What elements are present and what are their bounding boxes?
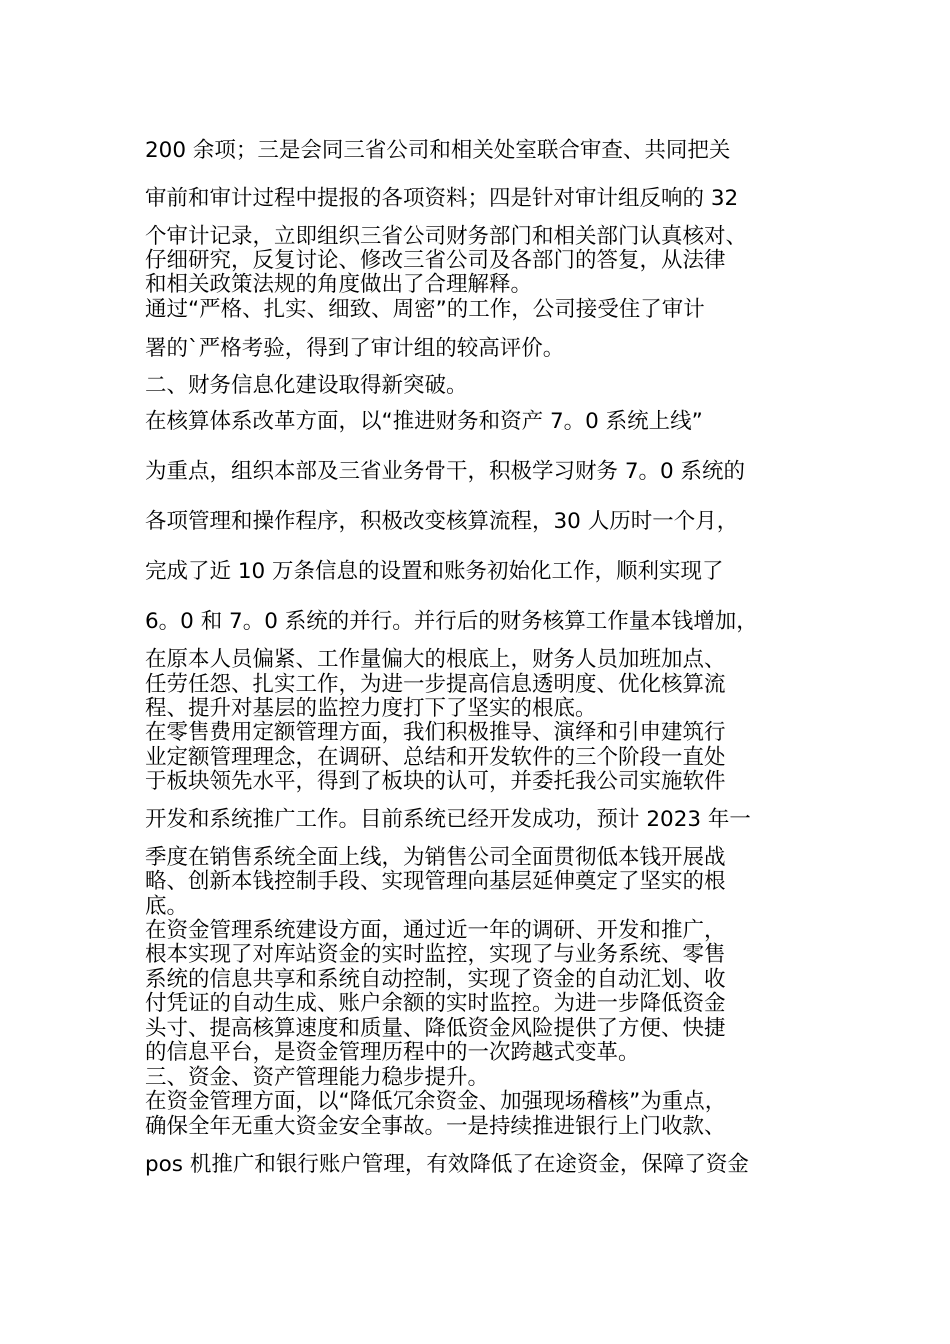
text-line: 完成了近 10 万条信息的设置和账务初始化工作，顺利实现了 [145,559,724,584]
text-line: 个审计记录，立即组织三省公司财务部门和相关部门认真核对、 [145,224,748,249]
text-line: 6。0 和 7。0 系统的并行。并行后的财务核算工作量本钱增加， [145,609,758,634]
text-line: 在资金管理方面，以“降低冗余资金、加强现场稽核”为重点， [145,1089,727,1114]
text-line: 于板块领先水平，得到了板块的认可，并委托我公司实施软件 [145,769,726,794]
text-line: 略、创新本钱控制手段、实现管理向基层延伸奠定了坚实的根 [145,869,726,894]
text-line: 在核算体系改革方面，以“推进财务和资产 7。0 系统上线” [145,409,703,434]
text-line: 系统的信息共享和系统自动控制，实现了资金的自动汇划、收 [145,967,726,992]
text-line: 程、提升对基层的监控力度打下了坚实的根底。 [145,696,597,721]
text-line: 业定额管理理念，在调研、总结和开发软件的三个阶段一直处 [145,745,726,770]
text-line: 开发和系统推广工作。目前系统已经开发成功，预计 2023 年一 [145,807,751,832]
text-line: 署的`严格考验，得到了审计组的较高评价。 [145,336,565,361]
text-line: 通过“严格、扎实、细致、周密”的工作，公司接受住了审计 [145,297,705,322]
section-heading: 二、财务信息化建设取得新突破。 [145,373,468,398]
text-line: 各项管理和操作程序，积极改变核算流程，30 人历时一个月， [145,509,739,534]
text-line: 在资金管理系统建设方面，通过近一年的调研、开发和推广， [145,918,726,943]
text-line: 的信息平台，是资金管理历程中的一次跨越式变革。 [145,1040,640,1065]
text-line: 和相关政策法规的角度做出了合理解释。 [145,272,533,297]
text-line: 头寸、提高核算速度和质量、降低资金风险提供了方便、快捷 [145,1016,726,1041]
text-line: pos 机推广和银行账户管理，有效降低了在途资金，保障了资金 [145,1152,749,1177]
text-line: 任劳任怨、扎实工作，为进一步提高信息透明度、优化核算流 [145,672,726,697]
text-line: 审前和审计过程中提报的各项资料；四是针对审计组反响的 32 [145,186,739,211]
text-line: 在零售费用定额管理方面，我们积极推导、演绎和引申建筑行 [145,720,726,745]
text-line: 仔细研究，反复讨论、修改三省公司及各部门的答复，从法律 [145,248,726,273]
text-line: 在原本人员偏紧、工作量偏大的根底上，财务人员加班加点、 [145,647,726,672]
text-line: 根本实现了对库站资金的实时监控，实现了与业务系统、零售 [145,942,726,967]
text-line: 付凭证的自动生成、账户余额的实时监控。为进一步降低资金 [145,991,726,1016]
text-line: 确保全年无重大资金安全事故。一是持续推进银行上门收款、 [145,1114,726,1139]
text-line: 季度在销售系统全面上线，为销售公司全面贯彻低本钱开展战 [145,845,726,870]
text-line: 为重点，组织本部及三省业务骨干，积极学习财务 7。0 系统的 [145,459,746,484]
section-heading: 三、资金、资产管理能力稳步提升。 [145,1065,490,1090]
text-line: 200 余项；三是会同三省公司和相关处室联合审查、共同把关 [145,138,731,163]
text-line: 底。 [145,894,189,919]
